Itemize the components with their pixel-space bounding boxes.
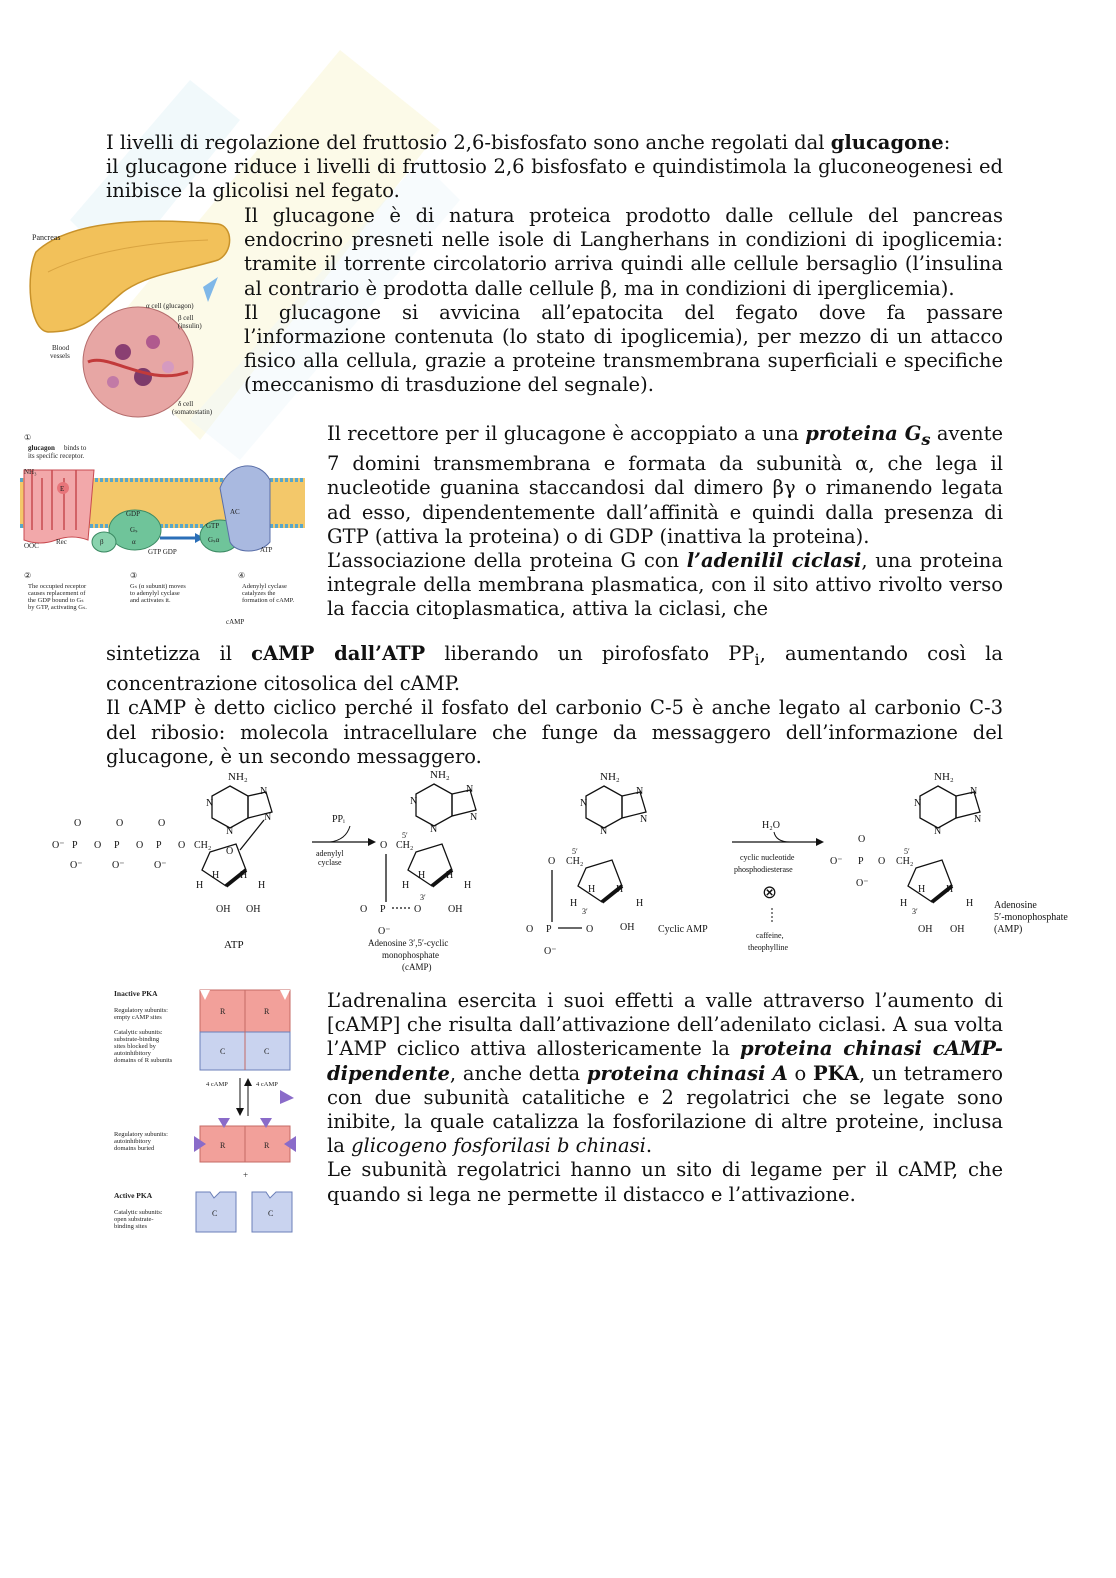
cat-subunits-label-3: sites blocked by <box>114 1043 156 1050</box>
delta-cell-sub-label: (somatostatin) <box>172 408 213 416</box>
reg-subunits-label-b3: domains buried <box>114 1145 155 1152</box>
text-run: L’associazione della proteina G con <box>327 548 687 572</box>
step-1-text: binds to <box>64 444 87 452</box>
cyclic-amp-caption: Cyclic AMP <box>658 924 708 935</box>
camp-caption-2: monophosphate <box>382 950 439 960</box>
c-subunit-label: C <box>220 1047 226 1056</box>
oh-label: OH <box>216 904 231 915</box>
c-subunit-label: C <box>212 1209 218 1218</box>
n-label: N <box>636 786 644 797</box>
nh2-label: NH₂ <box>934 771 954 783</box>
three-prime-label: 3′ <box>420 893 426 902</box>
step-2-number: ② <box>24 571 32 580</box>
inactive-pka-label: Inactive PKA <box>114 989 158 998</box>
step-3-text: Gₛ (α subunit) moves <box>130 583 186 590</box>
figure-pancreas <box>28 212 236 422</box>
adenylyl-cyclase-label: adenylyl <box>316 849 344 858</box>
h-label: H <box>900 898 908 909</box>
step-2-text: The occupied receptor <box>28 583 87 590</box>
o-minus-label: O⁻ <box>154 860 167 871</box>
phosphate-p: P <box>114 840 120 851</box>
step-1-number: ① <box>24 433 32 442</box>
beta-cell-label: β cell <box>178 314 194 322</box>
o-label: O <box>878 856 886 867</box>
r-subunit-label: R <box>220 1141 226 1150</box>
oh-label: OH <box>620 922 635 933</box>
text-run: , un tetramero con due subunità catalitiche e 2 regolatrici che se legate sono inibite, la quale catalizza la fosforilazione di altre proteine, inclusa la <box>327 1061 1003 1158</box>
o-minus-label: O⁻ <box>830 856 843 867</box>
reaction-arrow-1 <box>312 814 376 867</box>
bold-term-proteina-g: proteina G <box>805 422 922 445</box>
n-label: N <box>260 786 268 797</box>
pancreas-label: Pancreas <box>32 233 61 242</box>
bold-term-pka: PKA <box>813 1061 859 1085</box>
o-minus-label: O⁻ <box>378 926 391 937</box>
h-label: H <box>212 870 220 881</box>
oh-label: OH <box>918 924 933 935</box>
text-run: liberando un pirofosfato PP <box>425 642 755 665</box>
reg-subunits-label: Regulatory subunits: <box>114 1007 168 1014</box>
glucagon-e-label: E <box>60 485 65 493</box>
text-run: avente 7 domini transmembrana e formata da subunità α, che lega il nucleotide guanina staccandosi dal dimero βγ o rimanendo legata ad esso, dipendentemente dall’affinità e quindi dalla presenza di GTP (attiva la proteina) o di GDP (inattiva la proteina). <box>327 422 1003 548</box>
bold-term-glucagone: glucagone <box>830 131 944 154</box>
o-label: O <box>548 856 556 867</box>
cat-subunits-label-b: Catalytic subunits: <box>114 1209 163 1216</box>
text-run: Il glucagone è di natura proteica prodotto dalle cellule del pancreas endocrino presneti nelle isole di Langherhans in condizioni di ipoglicemia: tramite il torrente circolatorio arriva quindi alle cellule bersaglio (l’insulina al contrario è prodotta dalle cellule β, ma in condizioni di iperglicemia). <box>244 204 1003 300</box>
phosphate-p: P <box>156 840 162 851</box>
text-run: Il recettore per il glucagone è accoppiato a una <box>327 422 806 445</box>
step-3-number: ③ <box>130 571 138 580</box>
cat-subunits-label-b3: binding sites <box>114 1223 148 1230</box>
h-label: H <box>570 898 578 909</box>
alpha-cell-label: α cell (glucagon) <box>146 302 194 310</box>
reg-subunits-label-b2: autoinhibitory <box>114 1138 151 1145</box>
o-label: O <box>116 818 124 829</box>
reg-subunits-label-b: Regulatory subunits: <box>114 1131 168 1138</box>
o-label: O <box>136 840 144 851</box>
phosphate-p: P <box>858 856 864 867</box>
camp-label: cAMP <box>226 618 245 626</box>
oh-label: OH <box>950 924 965 935</box>
cat-subunits-label-5: domains of R subunits <box>114 1057 173 1064</box>
text-run: . <box>645 1134 653 1158</box>
beta-cell-sub-label: (insulin) <box>178 322 202 330</box>
h-label: H <box>240 870 248 881</box>
text-run: I livelli di regolazione del fruttosio 2,6-bisfosfato sono anche regolati dal <box>106 131 831 154</box>
h-label: H <box>196 880 204 891</box>
o-label: O <box>94 840 102 851</box>
cat-subunits-label-4: autoinhibitory <box>114 1050 151 1057</box>
h-label: H <box>402 880 410 891</box>
o-minus-label: O⁻ <box>52 840 65 851</box>
n-label: N <box>466 784 474 795</box>
italic-term-glycogen-phosphorylase: glicogeno fosforilasi b chinasi <box>351 1134 646 1158</box>
atp-structure <box>52 771 272 951</box>
paragraph-pka <box>327 989 1003 1207</box>
n-label: N <box>430 824 438 835</box>
text-run: sintetizza il <box>106 642 252 665</box>
step-4-text: formation of cAMP. <box>242 597 295 604</box>
cat-subunits-label: Catalytic subunits: <box>114 1029 163 1036</box>
figure-glucagon-receptor <box>20 430 310 630</box>
camp-out-label: 4 cAMP <box>256 1081 278 1088</box>
five-prime-label: 5′ <box>572 847 578 856</box>
o-label: O <box>178 840 186 851</box>
amp-caption-2: 5′-monophosphate <box>994 912 1068 923</box>
gdp-label: GDP <box>126 510 141 518</box>
paragraph-glucagon-nature <box>244 204 1003 398</box>
ac-label: AC <box>230 508 240 516</box>
n-label: N <box>640 814 648 825</box>
h-label: H <box>464 880 472 891</box>
h-label: H <box>588 884 596 895</box>
inhibitor-icon: ⊗ <box>762 882 778 902</box>
text-run: : <box>943 131 951 154</box>
n-label: N <box>914 798 922 809</box>
gtp-gdp-label: GTP GDP <box>148 548 177 556</box>
theophylline-label: theophylline <box>748 943 788 952</box>
amp-caption: Adenosine <box>994 900 1037 911</box>
camp-caption-3: (cAMP) <box>402 962 432 972</box>
paragraph-glucagon-intro <box>106 131 1003 204</box>
r-subunit-label: R <box>264 1007 270 1016</box>
o-label: O <box>414 904 422 915</box>
text-run: , aumentando così la concentrazione citosolica del cAMP. <box>106 642 1003 696</box>
o-minus-label: O⁻ <box>70 860 83 871</box>
gsa-label: Gₛα <box>208 536 220 544</box>
o-label: O <box>158 818 166 829</box>
atp-caption: ATP <box>224 939 244 951</box>
beta-label: β <box>100 538 104 546</box>
h-label: H <box>636 898 644 909</box>
step-2-text: by GTP, activating Gₛ. <box>28 604 87 611</box>
n-label: N <box>580 798 588 809</box>
h-label: H <box>258 880 266 891</box>
text-run: o <box>787 1061 814 1085</box>
step-4-number: ④ <box>238 571 246 580</box>
c-subunit-label: C <box>268 1209 274 1218</box>
alpha-label: α <box>132 538 136 546</box>
camp-structure <box>360 769 477 972</box>
o-label: O <box>226 846 234 857</box>
cat-subunits-label-b2: open substrate- <box>114 1216 154 1223</box>
camp-in-label: 4 cAMP <box>206 1081 228 1088</box>
figure-camp-chemistry <box>50 762 1100 972</box>
atp-label: ATP <box>260 546 273 554</box>
nh2-label: NH₂ <box>228 771 248 783</box>
h-label: H <box>616 884 624 895</box>
text-run: il glucagone riduce i livelli di fruttosio 2,6 bisfosfato e quindistimola la gluconeogenesi ed inibisce la glicolisi nel fegato. <box>106 155 1003 203</box>
amp-structure <box>830 771 1068 935</box>
n-label: N <box>470 812 478 823</box>
oh-label: OH <box>246 904 261 915</box>
o-label: O <box>526 924 534 935</box>
step-2-text: the GDP bound to Gₛ <box>28 597 84 604</box>
step-1-text-2: its specific receptor. <box>28 452 85 460</box>
text-run: L’adrenalina esercita i suoi effetti a valle attraverso l’aumento di [cAMP] che risulta dall’attivazione dell’adenilato ciclasi. A sua volta l’AMP ciclico attiva allostericamente la <box>327 989 1003 1061</box>
subscript-i: i <box>754 649 760 669</box>
n-label: N <box>970 786 978 797</box>
bold-term-protein-kinase-a: proteina chinasi A <box>586 1061 788 1085</box>
h-label: H <box>418 870 426 881</box>
glucagon-label: glucagon <box>28 444 55 452</box>
phosphate-p: P <box>380 904 386 915</box>
o-minus-label: O⁻ <box>112 860 125 871</box>
oh-label: OH <box>448 904 463 915</box>
o-label: O <box>360 904 368 915</box>
bold-term-camp-atp: cAMP dall’ATP <box>251 642 426 665</box>
text-run: , una proteina integrale della membrana plasmatica, con il sito attivo rivolto verso la faccia citoplasmatica, attiva la ciclasi, che <box>327 548 1003 621</box>
gs-label: Gₛ <box>130 526 138 534</box>
h-label: H <box>446 870 454 881</box>
caffeine-label: caffeine, <box>756 931 784 940</box>
h-label: H <box>918 884 926 895</box>
c-subunit-label: C <box>264 1047 270 1056</box>
figure-pka-activation <box>110 986 310 1238</box>
text-run: , anche detta <box>449 1061 587 1085</box>
ch2-label: CH₂ <box>566 856 584 867</box>
delta-cell-label: δ cell <box>178 400 194 408</box>
phosphate-p: P <box>72 840 78 851</box>
reaction-arrow-2 <box>732 820 824 952</box>
step-3-text: and activates it. <box>130 597 171 604</box>
plus-sign: + <box>243 1170 249 1180</box>
step-2-text: causes replacement of <box>28 590 86 597</box>
cyclic-amp-structure <box>526 771 708 957</box>
three-prime-label: 3′ <box>582 907 588 916</box>
text-run: Le subunità regolatrici hanno un sito di legame per il cAMP, che quando si lega ne permette il distacco e l’attivazione. <box>327 1158 1003 1206</box>
n-label: N <box>600 826 608 837</box>
phosphate-p: P <box>546 924 552 935</box>
ppi-label: PPᵢ <box>332 814 345 825</box>
five-prime-label: 5′ <box>402 831 408 840</box>
nh2-label: NH₂ <box>430 769 450 781</box>
bold-term-adenilil-ciclasi: l’adenilil ciclasi <box>686 548 862 572</box>
reg-subunits-label-2: empty cAMP sites <box>114 1014 162 1021</box>
active-pka-label: Active PKA <box>114 1191 153 1200</box>
bold-term-camp-dependent-kinase: proteina chinasi cAMP-dipendente <box>327 1037 1003 1085</box>
h-label: H <box>946 884 954 895</box>
n-label: N <box>410 796 418 807</box>
nh3-label: NH₃ <box>24 468 37 476</box>
three-prime-label: 3′ <box>912 907 918 916</box>
five-prime-label: 5′ <box>904 847 910 856</box>
gtp-label: GTP <box>206 522 220 530</box>
blood-vessels-label: Blood <box>52 344 70 352</box>
n-label: N <box>264 812 272 823</box>
text-run: Il cAMP è detto ciclico perché il fosfato del carbonio C-5 è anche legato al carbonio C-3 del ribosio: molecola intracellulare che funge da messaggero dell’informazione del glucagone, è un secondo messaggero. <box>106 696 1003 768</box>
step-3-text: to adenylyl cyclase <box>130 590 180 597</box>
paragraph-gs-protein <box>327 422 1003 622</box>
o-label: O <box>858 834 866 845</box>
ch2-label: CH₂ <box>396 840 414 851</box>
o-label: O <box>74 818 82 829</box>
adenylyl-cyclase-label-2: cyclase <box>318 858 342 867</box>
step-4-text: catalyzes the <box>242 590 276 597</box>
o-minus-label: O⁻ <box>544 946 557 957</box>
o-minus-label: O⁻ <box>856 878 869 889</box>
r-subunit-label: R <box>220 1007 226 1016</box>
rec-label: Rec <box>56 538 67 546</box>
pde-label: cyclic nucleotide <box>740 853 795 862</box>
subscript-s: s <box>921 429 931 449</box>
text-run: Il glucagone si avvicina all’epatocita del fegato dove fa passare l’informazione contenuta (lo stato di ipoglicemia), per mezzo di un attacco fisico alla cellula, grazie a proteine transmembrana superficiali e specifiche (meccanismo di trasduzione del segnale). <box>244 300 1003 397</box>
n-label: N <box>226 826 234 837</box>
amp-caption-3: (AMP) <box>994 924 1023 935</box>
o-label: O <box>586 924 594 935</box>
n-label: N <box>206 798 214 809</box>
camp-caption: Adenosine 3′,5′-cyclic <box>368 938 449 948</box>
pde-label-2: phosphodiesterase <box>734 865 793 874</box>
h2o-label: H₂O <box>762 820 780 831</box>
n-label: N <box>934 826 942 837</box>
cat-subunits-label-2: substrate-binding <box>114 1036 160 1043</box>
ch2-label: CH₂ <box>896 856 914 867</box>
ch2-label: CH₂ <box>194 840 212 851</box>
o-label: O <box>380 840 388 851</box>
r-subunit-label: R <box>264 1141 270 1150</box>
n-label: N <box>974 814 982 825</box>
ooc-label: OOC <box>24 542 39 550</box>
step-4-text: Adenylyl cyclase <box>242 583 287 590</box>
blood-vessels-label-2: vessels <box>50 352 70 360</box>
h-label: H <box>966 898 974 909</box>
nh2-label: NH₂ <box>600 771 620 783</box>
paragraph-camp <box>106 642 1003 769</box>
